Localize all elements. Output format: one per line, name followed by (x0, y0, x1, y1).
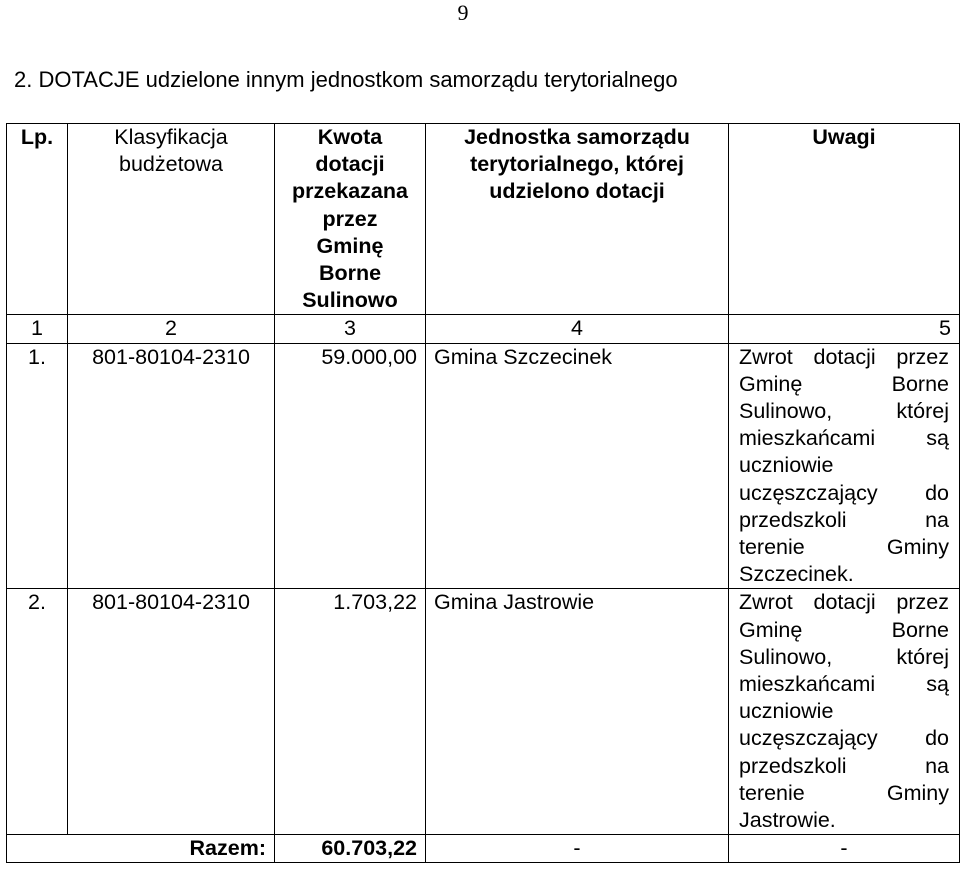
uwagi-line (739, 589, 949, 616)
column-number: 2 (68, 315, 275, 343)
header-line: terytorialnego, której (470, 152, 684, 177)
header-jednostka-text (426, 124, 728, 206)
header-line: budżetowa (119, 152, 223, 177)
header-kwota (275, 124, 426, 315)
uwagi-word: Szczecinek. (739, 562, 854, 587)
uwagi-line (739, 807, 949, 834)
total-label: Razem: (7, 835, 275, 863)
uwagi-word: są (926, 672, 949, 697)
row-kwota: 1.703,22 (275, 589, 426, 835)
uwagi-line (739, 452, 949, 479)
uwagi-line (739, 371, 949, 398)
grants-table (6, 123, 960, 863)
uwagi-word: uczęszczający (739, 480, 878, 505)
header-kwota-text (275, 124, 425, 314)
uwagi-line (739, 617, 949, 644)
uwagi-word: dotacji (813, 344, 876, 369)
uwagi-word: do (925, 480, 949, 505)
uwagi-line (739, 480, 949, 507)
uwagi-line (739, 698, 949, 725)
uwagi-word: Jastrowie. (739, 808, 836, 833)
row-jednostka: Gmina Jastrowie (426, 589, 729, 835)
uwagi-line (739, 753, 949, 780)
header-line: przekazana (292, 179, 408, 204)
uwagi-word: Zwrot (739, 344, 793, 369)
row-uwagi (729, 343, 960, 589)
column-number: 5 (729, 315, 960, 343)
uwagi-line (739, 644, 949, 671)
uwagi-word: Borne (891, 617, 949, 642)
header-line: Kwota (317, 125, 383, 149)
row-kwota: 59.000,00 (275, 343, 426, 589)
uwagi-word: przedszkoli (739, 753, 847, 778)
column-number: 1 (7, 315, 68, 343)
uwagi-word: Sulinowo, (739, 399, 833, 424)
uwagi-word: uczęszczający (739, 726, 878, 751)
uwagi-word: Gminę (739, 617, 803, 642)
table-row (7, 343, 960, 589)
header-line: udzielono dotacji (489, 179, 665, 204)
uwagi-line (739, 344, 949, 371)
uwagi-line (739, 725, 949, 752)
header-line: dotacji (315, 152, 385, 177)
uwagi-word: dotacji (813, 590, 876, 615)
total-row (7, 835, 960, 863)
uwagi-word: na (925, 507, 949, 532)
uwagi-word: przez (896, 344, 949, 369)
uwagi-word: Zwrot (739, 590, 793, 615)
header-klasyfikacja (68, 124, 275, 315)
total-kwota: 60.703,22 (275, 835, 426, 863)
header-line: Jednostka samorządu (464, 125, 690, 149)
column-number-row (7, 315, 960, 343)
uwagi-word: przez (896, 590, 949, 615)
uwagi-word: terenie (739, 780, 805, 805)
uwagi-line (739, 425, 949, 452)
uwagi-word: Gminę (739, 371, 803, 396)
header-jednostka (426, 124, 729, 315)
row-lp: 2. (7, 589, 68, 835)
table-row (7, 589, 960, 835)
header-line: Borne (318, 261, 382, 286)
header-line: Gminę (316, 233, 384, 258)
uwagi-line (739, 398, 949, 425)
row-jednostka: Gmina Szczecinek (426, 343, 729, 589)
uwagi-word: do (925, 726, 949, 751)
header-line: Klasyfikacja (114, 125, 228, 149)
table-header-row (7, 124, 960, 315)
page-number: 9 (457, 0, 469, 25)
uwagi-line (739, 561, 949, 588)
row-klasyfikacja: 801-80104-2310 (68, 589, 275, 835)
header-lp: Lp. (7, 124, 68, 315)
uwagi-word: terenie (739, 535, 805, 560)
uwagi-word: Gminy (886, 535, 949, 560)
uwagi-word: Borne (891, 371, 949, 396)
uwagi-word: której (896, 399, 949, 424)
uwagi-word: mieszkańcami (739, 672, 876, 697)
row-uwagi (729, 589, 960, 835)
uwagi-word: uczniowie (739, 453, 834, 478)
section-title: 2. DOTACJE udzielone innym jednostkom samorządu terytorialnego (14, 67, 678, 92)
uwagi-word: której (896, 644, 949, 669)
uwagi-line (739, 507, 949, 534)
uwagi-line (739, 780, 949, 807)
header-line: przez (322, 206, 378, 231)
uwagi-word: Gminy (886, 780, 949, 805)
uwagi-word: na (925, 753, 949, 778)
total-jednostka: - (426, 835, 729, 863)
uwagi-word: mieszkańcami (739, 426, 876, 451)
row-klasyfikacja: 801-80104-2310 (68, 343, 275, 589)
row-lp: 1. (7, 343, 68, 589)
uwagi-word: Sulinowo, (739, 644, 833, 669)
uwagi-word: przedszkoli (739, 507, 847, 532)
uwagi-line (739, 671, 949, 698)
header-line: Sulinowo (302, 288, 398, 313)
column-number: 4 (426, 315, 729, 343)
header-klasyfikacja-text (68, 124, 274, 178)
uwagi-line (739, 534, 949, 561)
uwagi-word: są (926, 426, 949, 451)
header-uwagi: Uwagi (729, 124, 960, 315)
column-number: 3 (275, 315, 426, 343)
uwagi-word: uczniowie (739, 699, 834, 724)
total-uwagi: - (729, 835, 960, 863)
